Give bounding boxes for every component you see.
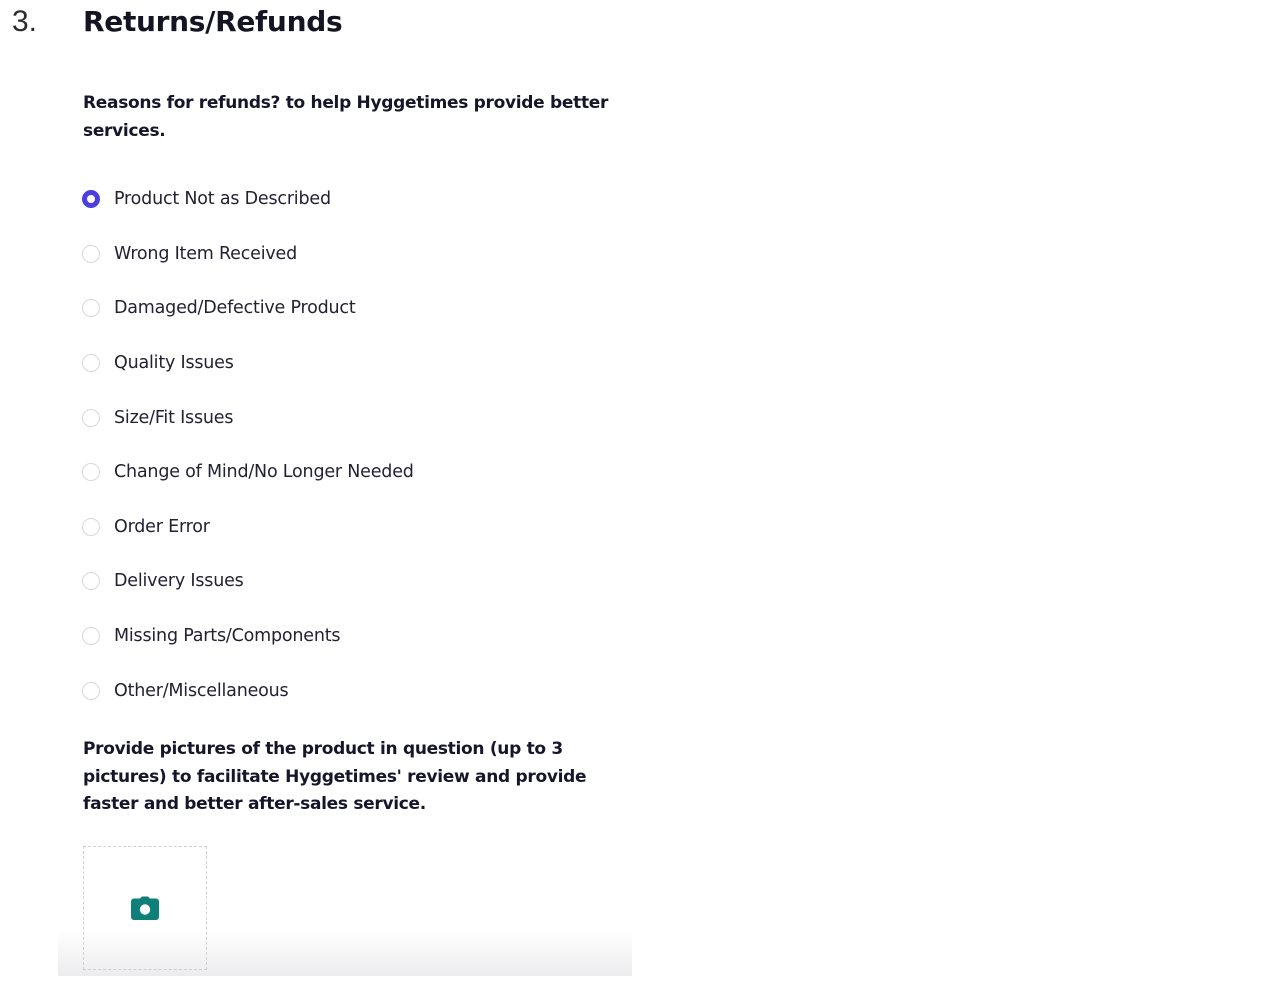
reason-option-change-of-mind[interactable]: [82, 445, 414, 500]
reason-option-damaged-defective-product[interactable]: [82, 281, 414, 336]
reason-option-label: Delivery Issues: [114, 571, 244, 592]
radio-button[interactable]: [82, 354, 100, 372]
reason-option-label: Quality Issues: [114, 353, 234, 374]
reason-option-other-miscellaneous[interactable]: [82, 663, 414, 718]
radio-button-selected[interactable]: [82, 190, 100, 208]
refund-reason-options: [82, 172, 414, 718]
radio-button[interactable]: [82, 627, 100, 645]
pictures-question: Provide pictures of the product in question (up to 3 pictures) to facilitate Hyggetimes' review and provide faster and better after-sales service.: [83, 739, 587, 814]
reason-option-label: Missing Parts/Components: [114, 626, 341, 647]
reason-option-label: Wrong Item Received: [114, 243, 298, 264]
reason-option-label: Size/Fit Issues: [114, 407, 234, 428]
reason-option-delivery-issues[interactable]: [82, 554, 414, 609]
reason-option-label: Damaged/Defective Product: [114, 298, 356, 319]
radio-button[interactable]: [82, 518, 100, 536]
radio-button[interactable]: [82, 409, 100, 427]
radio-button[interactable]: [82, 682, 100, 700]
radio-button[interactable]: [82, 299, 100, 317]
reason-option-label: Product Not as Described: [114, 189, 331, 210]
reason-option-product-not-as-described[interactable]: [82, 172, 414, 227]
radio-button[interactable]: [82, 245, 100, 263]
refund-reason-question: Reasons for refunds? to help Hyggetimes provide better services.: [83, 93, 609, 141]
reason-option-label: Other/Miscellaneous: [114, 680, 289, 701]
camera-icon: [131, 896, 159, 920]
radio-button[interactable]: [82, 463, 100, 481]
reason-option-missing-parts-components[interactable]: [82, 609, 414, 664]
reason-option-label: Change of Mind/No Longer Needed: [114, 462, 414, 483]
section-title: Returns/Refunds: [83, 5, 343, 38]
reason-option-quality-issues[interactable]: [82, 336, 414, 391]
section-number: 3.: [12, 5, 38, 38]
reason-option-wrong-item-received[interactable]: [82, 227, 414, 282]
picture-upload-button[interactable]: [83, 846, 207, 970]
radio-button[interactable]: [82, 572, 100, 590]
reason-option-label: Order Error: [114, 516, 210, 537]
camera-lens-shape: [140, 904, 150, 914]
reason-option-size-fit-issues[interactable]: [82, 390, 414, 445]
reason-option-order-error[interactable]: [82, 500, 414, 555]
